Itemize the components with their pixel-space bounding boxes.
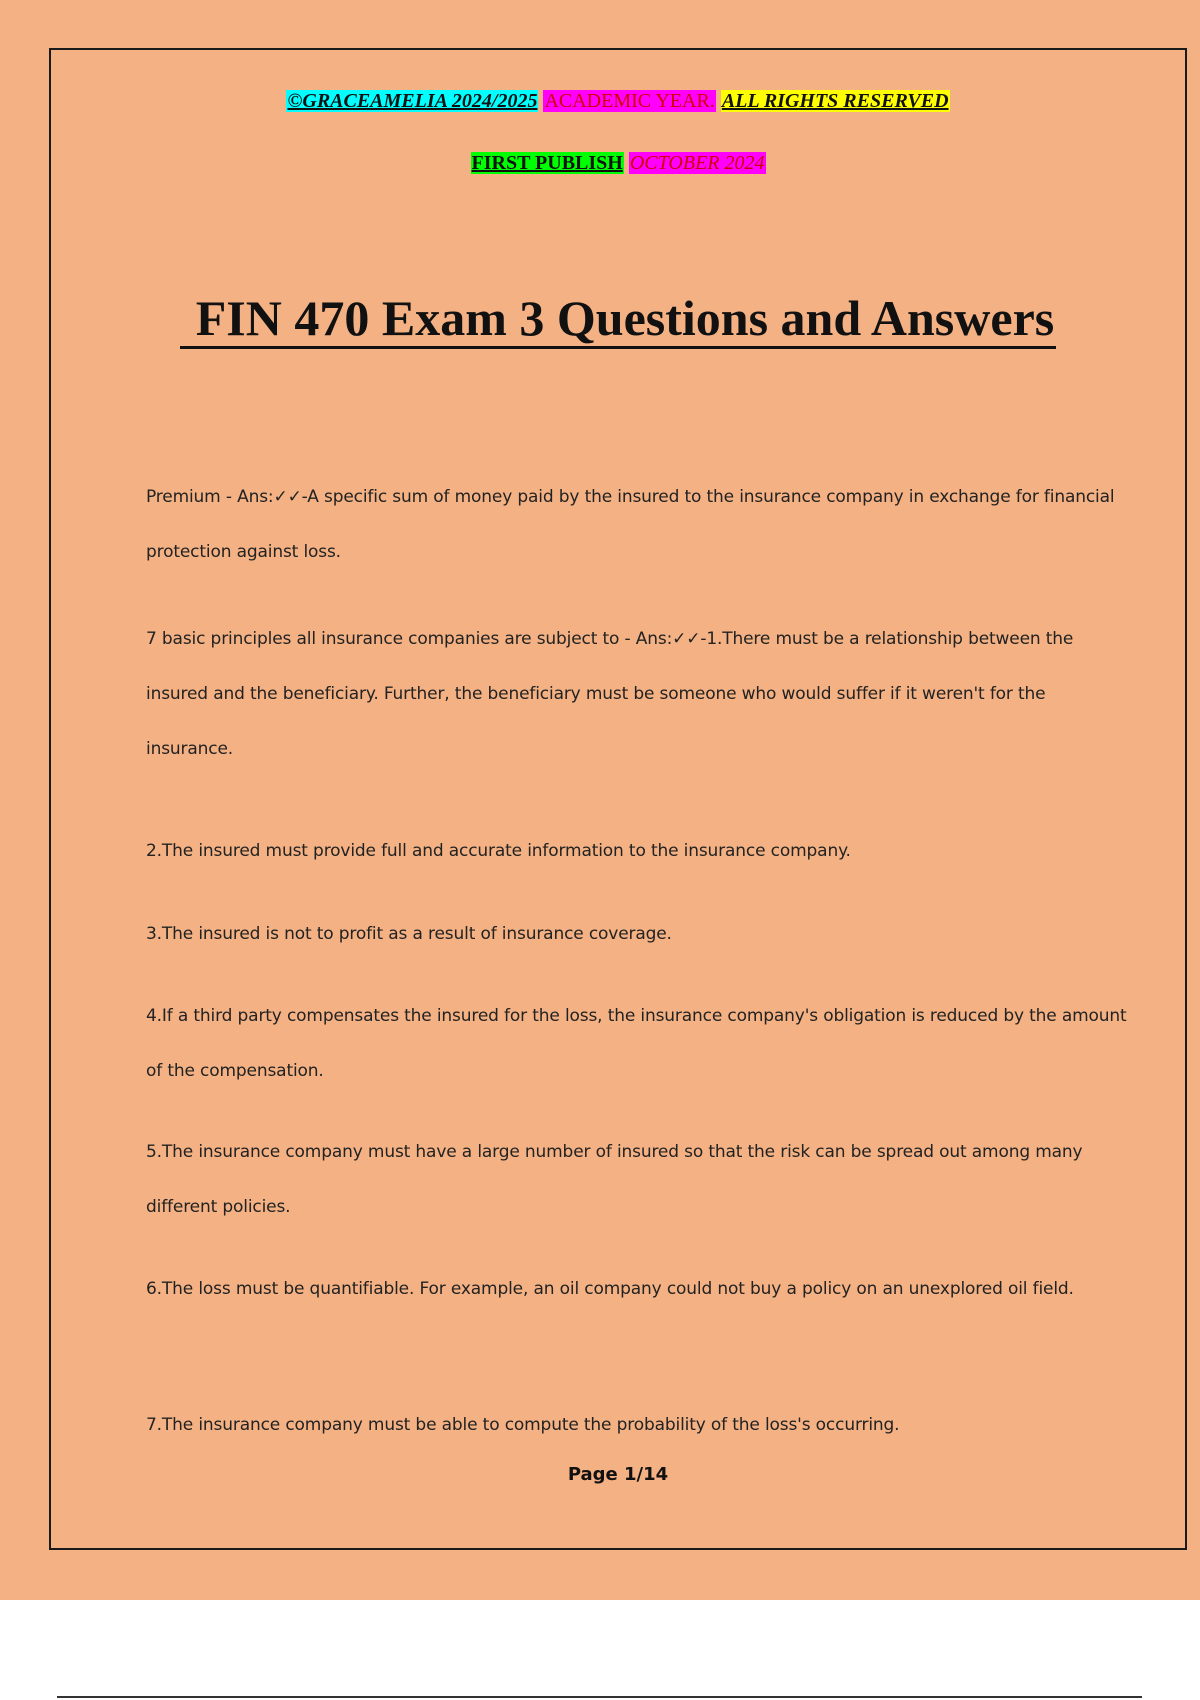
page-number: Page 1/14: [567, 1464, 669, 1485]
qa-basic-principles: 7 basic principles all insurance companies are subject to - Ans:✓✓-1.There must be a relationship between the insured and the beneficiary. Further, the beneficiary must be someone who would suffer if it weren't for the insurance.: [146, 629, 1074, 759]
document-title: [51, 288, 1185, 349]
rights-reserved-text: ALL RIGHTS RESERVED: [721, 90, 949, 112]
principle-4: 4.If a third party compensates the insured for the loss, the insurance company's obligation is reduced by the amount of the compensation.: [146, 1006, 1127, 1081]
principle-2: 2.The insured must provide full and accurate information to the insurance company.: [146, 841, 851, 861]
document-title-text: FIN 470 Exam 3 Questions and Answers: [180, 290, 1056, 349]
copyright-header: [51, 88, 1185, 114]
page-border: [49, 48, 1187, 1550]
principle-7: 7.The insurance company must be able to compute the probability of the loss's occurring.: [146, 1415, 900, 1435]
bottom-divider: [57, 1696, 1142, 1698]
first-publish-text: FIRST PUBLISH: [471, 152, 623, 174]
copyright-text: ©GRACEAMELIA 2024/2025: [287, 90, 538, 112]
publish-header: [51, 150, 1185, 176]
academic-year-text: ACADEMIC YEAR.: [544, 90, 715, 112]
qa-premium: Premium - Ans:✓✓-A specific sum of money paid by the insured to the insurance company in exchange for financial protection against loss.: [146, 487, 1115, 562]
publish-date-text: OCTOBER 2024: [629, 152, 765, 174]
principle-5: 5.The insurance company must have a large number of insured so that the risk can be spread out among many different policies.: [146, 1142, 1083, 1217]
principle-6: 6.The loss must be quantifiable. For example, an oil company could not buy a policy on an unexplored oil field.: [146, 1279, 1074, 1299]
principle-3: 3.The insured is not to profit as a result of insurance coverage.: [146, 924, 672, 944]
